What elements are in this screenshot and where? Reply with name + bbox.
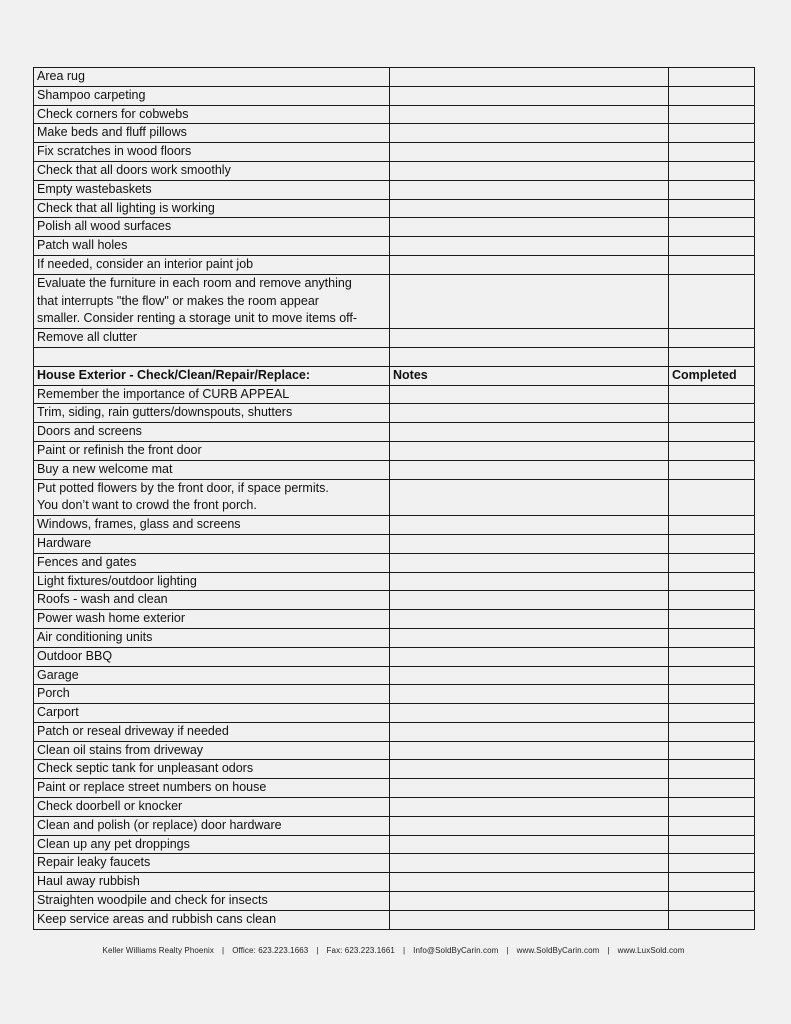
task-cell: Outdoor BBQ (34, 647, 390, 666)
blank-cell (390, 347, 669, 366)
table-row (34, 404, 755, 423)
footer-separator: | (402, 946, 406, 955)
table-row (34, 553, 755, 572)
task-cell: Check septic tank for unpleasant odors (34, 760, 390, 779)
notes-cell (390, 591, 669, 610)
table-row (34, 798, 755, 817)
task-cell: Haul away rubbish (34, 873, 390, 892)
table-row (34, 666, 755, 685)
task-cell: Remove all clutter (34, 329, 390, 348)
task-cell: Buy a new welcome mat (34, 460, 390, 479)
completed-cell (669, 873, 755, 892)
table-row-blank (34, 347, 755, 366)
section-title: House Exterior - Check/Clean/Repair/Replace: (34, 366, 390, 385)
completed-cell (669, 666, 755, 685)
table-row (34, 385, 755, 404)
completed-cell (669, 572, 755, 591)
notes-cell (390, 760, 669, 779)
notes-cell (390, 460, 669, 479)
completed-cell (669, 628, 755, 647)
task-cell: Air conditioning units (34, 628, 390, 647)
table-row (34, 779, 755, 798)
completed-cell (669, 798, 755, 817)
blank-cell (669, 347, 755, 366)
table-row (34, 572, 755, 591)
completed-cell (669, 647, 755, 666)
completed-cell (669, 255, 755, 274)
notes-cell (390, 779, 669, 798)
task-cell: Area rug (34, 68, 390, 87)
task-cell: Make beds and fluff pillows (34, 124, 390, 143)
table-row (34, 760, 755, 779)
completed-cell (669, 722, 755, 741)
notes-cell (390, 218, 669, 237)
task-cell: Polish all wood surfaces (34, 218, 390, 237)
notes-column-header: Notes (390, 366, 669, 385)
table-row (34, 479, 755, 516)
table-row (34, 854, 755, 873)
table-row (34, 423, 755, 442)
task-cell: Garage (34, 666, 390, 685)
task-cell: Patch wall holes (34, 237, 390, 256)
task-text-multiline: Evaluate the furniture in each room and remove anything that interrupts "the flow" or makes the room appear smaller. Consider renting a storage unit to move items off- (37, 275, 358, 326)
notes-cell (390, 704, 669, 723)
footer-fax: Fax: 623.223.1661 (326, 946, 395, 955)
notes-cell (390, 685, 669, 704)
table-row (34, 873, 755, 892)
table-row (34, 199, 755, 218)
completed-cell (669, 741, 755, 760)
task-cell: Check that all lighting is working (34, 199, 390, 218)
table-row (34, 892, 755, 911)
notes-cell (390, 534, 669, 553)
task-cell: Check corners for cobwebs (34, 105, 390, 124)
notes-cell (390, 423, 669, 442)
completed-cell (669, 910, 755, 929)
task-cell: Remember the importance of CURB APPEAL (34, 385, 390, 404)
table-row (34, 161, 755, 180)
table-row (34, 143, 755, 162)
table-row (34, 685, 755, 704)
notes-cell (390, 385, 669, 404)
notes-cell (390, 741, 669, 760)
completed-cell (669, 553, 755, 572)
task-cell: Clean oil stains from driveway (34, 741, 390, 760)
completed-cell (669, 610, 755, 629)
completed-cell (669, 760, 755, 779)
notes-cell (390, 647, 669, 666)
notes-cell (390, 68, 669, 87)
table-row (34, 591, 755, 610)
table-row (34, 516, 755, 535)
task-cell: Keep service areas and rubbish cans clean (34, 910, 390, 929)
task-cell: Shampoo carpeting (34, 86, 390, 105)
table-row (34, 237, 755, 256)
task-cell: Hardware (34, 534, 390, 553)
notes-cell (390, 873, 669, 892)
notes-cell (390, 854, 669, 873)
notes-cell (390, 479, 669, 516)
table-row (34, 274, 755, 328)
task-cell: Paint or replace street numbers on house (34, 779, 390, 798)
table-row (34, 835, 755, 854)
footer-company: Keller Williams Realty Phoenix (102, 946, 215, 955)
notes-cell (390, 816, 669, 835)
table-row (34, 255, 755, 274)
completed-cell (669, 329, 755, 348)
table-row (34, 329, 755, 348)
completed-cell (669, 274, 755, 328)
task-text-multiline: Put potted flowers by the front door, if space permits. You don’t want to crowd the front porch. (37, 480, 329, 513)
page-footer (33, 946, 754, 955)
task-cell: Porch (34, 685, 390, 704)
task-cell: Empty wastebaskets (34, 180, 390, 199)
completed-cell (669, 180, 755, 199)
completed-cell (669, 237, 755, 256)
completed-cell (669, 86, 755, 105)
task-cell: Doors and screens (34, 423, 390, 442)
task-cell: If needed, consider an interior paint job (34, 255, 390, 274)
completed-cell (669, 685, 755, 704)
footer-email: Info@SoldByCarin.com (413, 946, 499, 955)
completed-cell (669, 591, 755, 610)
notes-cell (390, 86, 669, 105)
footer-website: www.LuxSold.com (617, 946, 685, 955)
completed-cell (669, 124, 755, 143)
completed-cell (669, 105, 755, 124)
completed-cell (669, 704, 755, 723)
completed-cell (669, 68, 755, 87)
notes-cell (390, 143, 669, 162)
task-cell: Windows, frames, glass and screens (34, 516, 390, 535)
task-cell: Power wash home exterior (34, 610, 390, 629)
notes-cell (390, 441, 669, 460)
completed-cell (669, 479, 755, 516)
table-row (34, 460, 755, 479)
notes-cell (390, 572, 669, 591)
notes-cell (390, 628, 669, 647)
completed-cell (669, 779, 755, 798)
notes-cell (390, 722, 669, 741)
notes-cell (390, 516, 669, 535)
task-cell: Light fixtures/outdoor lighting (34, 572, 390, 591)
notes-cell (390, 105, 669, 124)
completed-cell (669, 854, 755, 873)
completed-cell (669, 534, 755, 553)
task-cell: Check doorbell or knocker (34, 798, 390, 817)
table-row (34, 105, 755, 124)
notes-cell (390, 124, 669, 143)
task-cell: Repair leaky faucets (34, 854, 390, 873)
notes-cell (390, 666, 669, 685)
notes-cell (390, 329, 669, 348)
completed-cell (669, 385, 755, 404)
notes-cell (390, 798, 669, 817)
completed-cell (669, 218, 755, 237)
completed-cell (669, 892, 755, 911)
table-row (34, 441, 755, 460)
notes-cell (390, 910, 669, 929)
notes-cell (390, 237, 669, 256)
notes-cell (390, 161, 669, 180)
task-cell: Fences and gates (34, 553, 390, 572)
completed-cell (669, 835, 755, 854)
section-header-row (34, 366, 755, 385)
table-row (34, 218, 755, 237)
task-cell (34, 274, 390, 328)
table-row (34, 741, 755, 760)
footer-separator: | (316, 946, 319, 955)
completed-cell (669, 404, 755, 423)
table-row (34, 628, 755, 647)
completed-cell (669, 516, 755, 535)
task-cell: Patch or reseal driveway if needed (34, 722, 390, 741)
footer-office-phone: Office: 623.223.1663 (232, 946, 309, 955)
task-cell: Fix scratches in wood floors (34, 143, 390, 162)
table-row (34, 68, 755, 87)
footer-separator: | (607, 946, 610, 955)
table-row (34, 647, 755, 666)
notes-cell (390, 553, 669, 572)
notes-cell (390, 274, 669, 328)
table-row (34, 722, 755, 741)
task-cell: Clean and polish (or replace) door hardware (34, 816, 390, 835)
task-cell: Straighten woodpile and check for insects (34, 892, 390, 911)
notes-cell (390, 892, 669, 911)
checklist-table (33, 67, 755, 930)
table-row (34, 610, 755, 629)
completed-column-header: Completed (669, 366, 755, 385)
notes-cell (390, 199, 669, 218)
table-row (34, 124, 755, 143)
table-row (34, 816, 755, 835)
notes-cell (390, 255, 669, 274)
task-cell: Paint or refinish the front door (34, 441, 390, 460)
notes-cell (390, 835, 669, 854)
notes-cell (390, 404, 669, 423)
task-cell (34, 479, 390, 516)
task-cell: Carport (34, 704, 390, 723)
table-row (34, 910, 755, 929)
footer-separator: | (222, 946, 225, 955)
footer-separator: | (506, 946, 509, 955)
task-cell: Clean up any pet droppings (34, 835, 390, 854)
notes-cell (390, 610, 669, 629)
completed-cell (669, 460, 755, 479)
table-row (34, 704, 755, 723)
table-row (34, 86, 755, 105)
task-cell: Check that all doors work smoothly (34, 161, 390, 180)
task-cell: Trim, siding, rain gutters/downspouts, shutters (34, 404, 390, 423)
completed-cell (669, 441, 755, 460)
table-row (34, 534, 755, 553)
completed-cell (669, 143, 755, 162)
completed-cell (669, 423, 755, 442)
task-cell: Roofs - wash and clean (34, 591, 390, 610)
notes-cell (390, 180, 669, 199)
completed-cell (669, 161, 755, 180)
completed-cell (669, 816, 755, 835)
completed-cell (669, 199, 755, 218)
table-row (34, 180, 755, 199)
blank-cell (34, 347, 390, 366)
footer-website: www.SoldByCarin.com (516, 946, 600, 955)
